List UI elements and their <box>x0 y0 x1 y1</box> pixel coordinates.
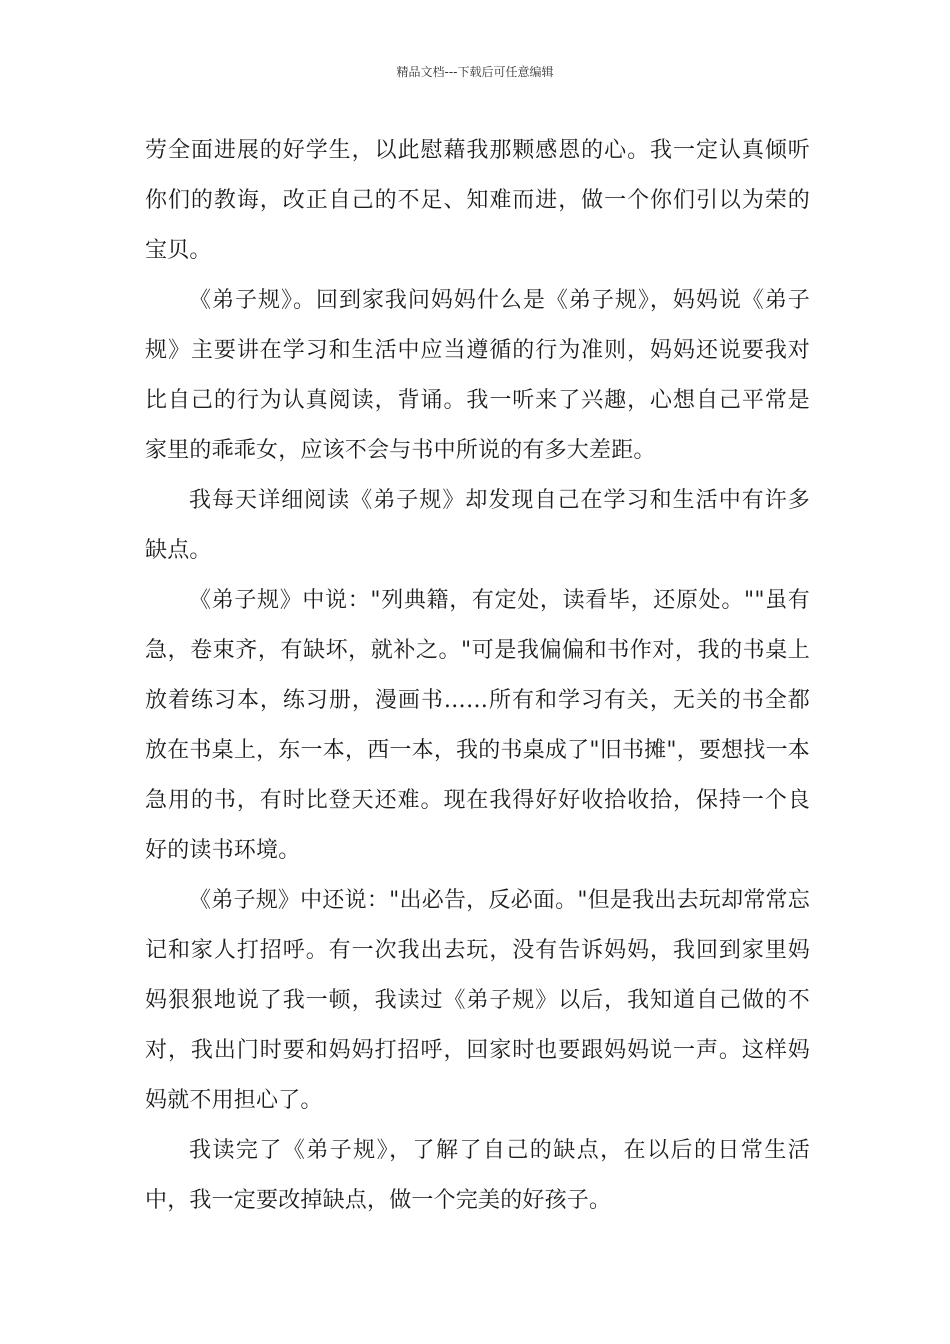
paragraph-5: 《弟子规》中还说："出必告，反必面。"但是我出去玩却常常忘记和家人打招呼。有一次我出去玩，没有告诉妈妈，我回到家里妈妈狠狠地说了我一顿，我读过《弟子规》以后，我知道自己做的不对，我出门时要和妈妈打招呼，回家时也要跟妈妈说一声。这样妈妈就不用担心了。 <box>145 888 810 1113</box>
paragraph-3: 我每天详细阅读《弟子规》却发现自己在学习和生活中有许多缺点。 <box>145 488 810 563</box>
paragraph-4: 《弟子规》中说："列典籍，有定处，读看毕，还原处。""虽有急，卷束齐，有缺坏，就补之。"可是我偏偏和书作对，我的书桌上放着练习本，练习册，漫画书……所有和学习有关，无关的书全都放在书桌上，东一本，西一本，我的书桌成了"旧书摊"，要想找一本急用的书，有时比登天还难。现在我得好好收拾收拾，保持一个良好的读书环境。 <box>145 588 810 863</box>
paragraph-2: 《弟子规》。回到家我问妈妈什么是《弟子规》，妈妈说《弟子规》主要讲在学习和生活中应当遵循的行为准则，妈妈还说要我对比自己的行为认真阅读，背诵。我一听来了兴趣，心想自己平常是家里的乖乖女，应该不会与书中所说的有多大差距。 <box>145 288 810 463</box>
paragraph-6: 我读完了《弟子规》，了解了自己的缺点，在以后的日常生活中，我一定要改掉缺点，做一个完美的好孩子。 <box>145 1138 810 1213</box>
page-header: 精品文档---下载后可任意编辑 <box>396 65 554 79</box>
document-body <box>145 126 810 1226</box>
paragraph-1: 劳全面进展的好学生，以此慰藉我那颗感恩的心。我一定认真倾听你们的教诲，改正自己的不足、知难而进，做一个你们引以为荣的宝贝。 <box>145 138 810 263</box>
